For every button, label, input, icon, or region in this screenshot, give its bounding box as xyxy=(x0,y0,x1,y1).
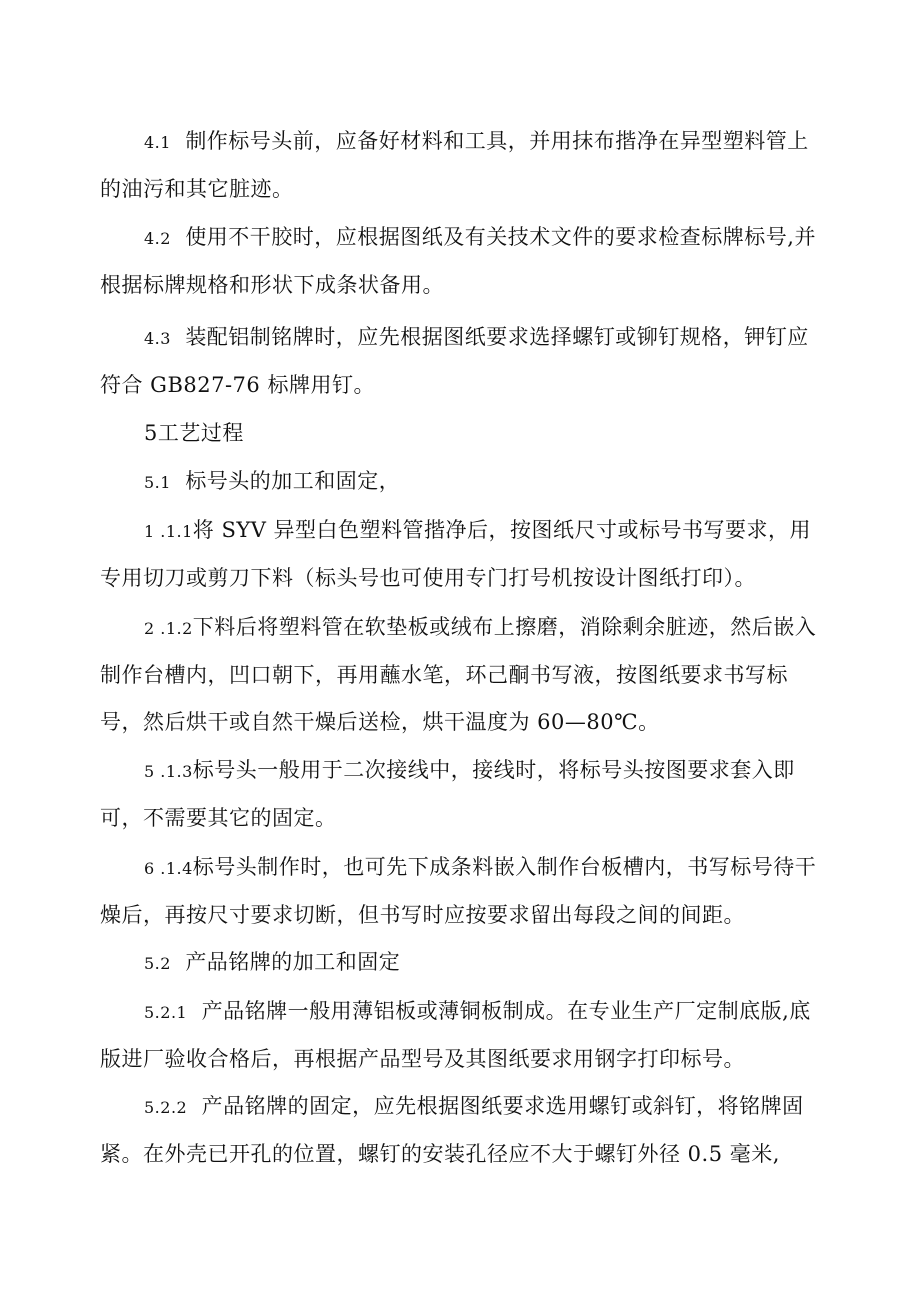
paragraph-text: 下料后将塑料管在软垫板或绒布上擦磨，消除剩余脏迹，然后嵌入制作台槽内，凹口朝下，再用蘸水笔，环己酮书写液，按图纸要求书写标号，然后烘干或自然干燥后送检，烘干温度为 60—80℃。 xyxy=(100,615,817,734)
paragraph-text: 制作标号头前，应备好材料和工具，并用抹布揩净在异型塑料管上的油污和其它脏迹。 xyxy=(100,129,809,201)
paragraph-4-2 xyxy=(100,214,830,309)
paragraph-5-2-2 xyxy=(100,1083,830,1178)
paragraph-text: 标号头一般用于二次接线中，接线时，将标号头按图要求套入即可，不需要其它的固定。 xyxy=(100,758,795,830)
paragraph-number: 5.1 xyxy=(144,473,171,492)
paragraph-number: 4.3 xyxy=(144,329,171,348)
paragraph-5-2-1 xyxy=(100,988,830,1083)
paragraph-text: 产品铭牌一般用薄铝板或薄铜板制成。在专业生产厂定制底版,底版进厂验收合格后，再根据产品型号及其图纸要求用钢字打印标号。 xyxy=(100,999,811,1071)
section-heading-text: 5工艺过程 xyxy=(144,421,244,445)
paragraph-text: 产品铭牌的加工和固定 xyxy=(185,950,401,974)
paragraph-4-3 xyxy=(100,314,830,409)
paragraph-text: 标号头制作时，也可先下成条料嵌入制作台板槽内，书写标号待干燥后，再按尺寸要求切断，但书写时应按要求留出每段之间的间距。 xyxy=(100,855,817,927)
section-heading-5 xyxy=(100,410,830,457)
paragraph-number: 5.2.1 xyxy=(144,1003,188,1022)
paragraph-number: 6 .1.4 xyxy=(144,859,193,878)
paragraph-5-1-3 xyxy=(100,747,830,842)
paragraph-text: 装配铝制铭牌时，应先根据图纸要求选择螺钉或铆钉规格，钾钉应符合 GB827-76 标牌用钉。 xyxy=(100,325,809,397)
paragraph-number: 4.1 xyxy=(144,133,171,152)
paragraph-text: 标号头的加工和固定， xyxy=(185,469,401,493)
paragraph-number: 5 .1.3 xyxy=(144,762,193,781)
paragraph-4-1 xyxy=(100,118,830,213)
paragraph-number: 4.2 xyxy=(144,229,171,248)
paragraph-number: 1 .1.1 xyxy=(144,522,193,541)
paragraph-5-1 xyxy=(100,458,830,506)
paragraph-2-1-2 xyxy=(100,604,830,746)
paragraph-text: 使用不干胶时，应根据图纸及有关技术文件的要求检查标牌标号,并根据标牌规格和形状下成条状备用。 xyxy=(100,225,816,297)
paragraph-text: 将 SYV 异型白色塑料管揩净后，按图纸尺寸或标号书写要求，用专用切刀或剪刀下料（标头号也可使用专门打号机按设计图纸打印）。 xyxy=(100,518,812,590)
paragraph-number: 5.2 xyxy=(144,954,171,973)
paragraph-number: 2 .1.2 xyxy=(144,619,193,638)
paragraph-6-1-4 xyxy=(100,844,830,939)
paragraph-1-1-1 xyxy=(100,507,830,602)
paragraph-text: 产品铭牌的固定，应先根据图纸要求选用螺钉或斜钉，将铭牌固紧。在外壳已开孔的位置，螺钉的安装孔径应不大于螺钉外径 0.5 毫米, xyxy=(100,1094,804,1166)
paragraph-number: 5.2.2 xyxy=(144,1098,188,1117)
paragraph-5-2 xyxy=(100,939,830,987)
